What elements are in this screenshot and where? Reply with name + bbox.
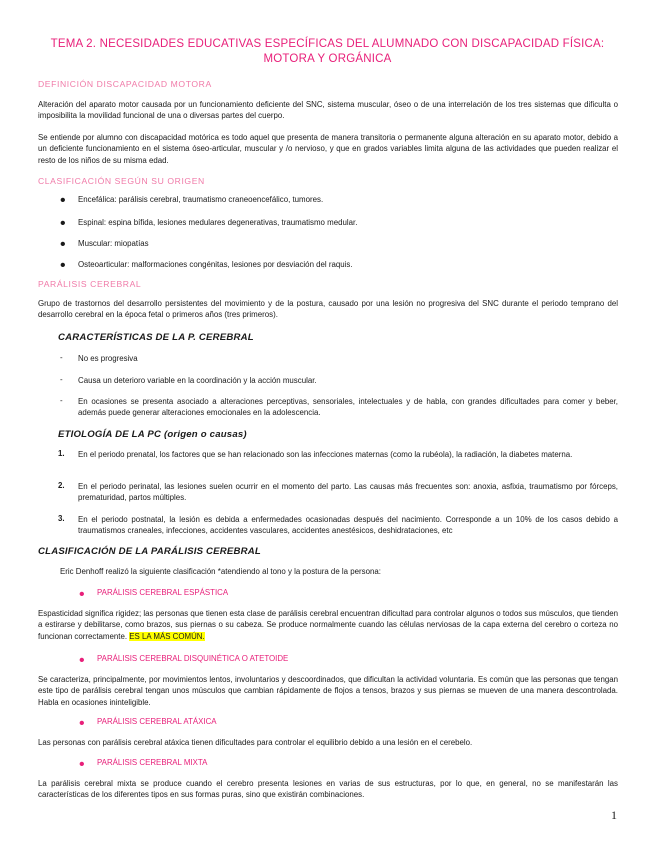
origin-item-espinal: Espinal: espina bífida, lesiones medulares degenerativas, traumatismo medular.: [78, 218, 358, 227]
spastic-paragraph: [38, 608, 618, 642]
bullet-icon: •: [60, 257, 66, 274]
definition-heading: DEFINICIÓN DISCAPACIDAD MOTORA: [38, 79, 212, 89]
bullet-icon: •: [79, 756, 85, 773]
list-number: 3.: [58, 514, 65, 523]
definition-paragraph-1: Alteración del aparato motor causada por un funcionamiento deficiente del SNC, sistema muscular, óseo o de una interrelación de los tres sistemas que dificulta o imposibilita la movilidad funcional de una o diversas partes del cuerpo.: [38, 100, 618, 121]
denhoff-intro: Eric Denhoff realizó la siguiente clasificación *atendiendo al tono y la postura de la persona:: [60, 567, 381, 576]
paralisis-cerebral-heading: PARÁLISIS CEREBRAL: [38, 279, 142, 289]
dash-icon: -: [60, 396, 63, 405]
dash-icon: -: [60, 375, 63, 384]
characteristic-item: Causa un deterioro variable en la coordinación y la acción muscular.: [78, 376, 317, 385]
bullet-icon: •: [79, 715, 85, 732]
etiology-item-prenatal: En el periodo prenatal, los factores que se han relacionado son las infecciones maternas (como la rubéola), la radiación, la diabetes materna.: [78, 450, 573, 459]
origin-item-muscular: Muscular: miopatías: [78, 239, 149, 248]
origin-item-osteoarticular: Osteoarticular: malformaciones congénitas, lesiones por desviación del raquis.: [78, 260, 353, 269]
spastic-text: Espasticidad significa rigidez; las personas que tienen esta clase de parálisis cerebral encuentran dificultad para controlar algunos o todos sus músculos, que tienden a estirarse y debilitarse, como brazos, sus piernas o su cabeza. Se produce normalmente cuando las células nerviosas de la capa externa del cerebro o corteza no funcionan correctamente.: [38, 609, 618, 641]
mixed-paragraph: La parálisis cerebral mixta se produce cuando el cerebro presenta lesiones en varias de sus estructuras, por lo que, en general, no se manifestarán las características de los diferentes tipos en sus formas puras, sino que existirán combinaciones.: [38, 779, 618, 800]
list-number: 2.: [58, 481, 65, 490]
highlight-most-common: ES LA MÁS COMÚN.: [129, 631, 205, 641]
ataxic-label: PARÁLISIS CEREBRAL ATÁXICA: [97, 717, 217, 726]
title-line-2: MOTORA Y ORGÁNICA: [263, 53, 392, 65]
dash-icon: -: [60, 353, 63, 362]
list-number: 1.: [58, 449, 65, 458]
bullet-icon: •: [79, 652, 85, 669]
mixed-label: PARÁLISIS CEREBRAL MIXTA: [97, 758, 208, 767]
bullet-icon: •: [60, 215, 66, 232]
etiology-heading: ETIOLOGÍA DE LA PC (origen o causas): [58, 429, 247, 440]
dyskinetic-label: PARÁLISIS CEREBRAL DISQUINÉTICA O ATETOIDE: [97, 654, 289, 663]
bullet-icon: •: [79, 586, 85, 603]
etiology-item-perinatal: En el periodo perinatal, las lesiones suelen ocurrir en el momento del parto. Las causas más frecuentes son: anoxia, asfixia, traumatismo por fórceps, prematuridad, partos múltiples.: [78, 482, 618, 503]
characteristic-item: En ocasiones se presenta asociado a alteraciones perceptivas, sensoriales, intelectuales y de habla, con grandes dificultades para comer y beber, además puede generar alteraciones emocionales en la adolescencia.: [78, 397, 618, 418]
ataxic-paragraph: Las personas con parálisis cerebral atáxica tienen dificultades para controlar el equilibrio debido a una lesión en el cerebelo.: [38, 738, 473, 747]
characteristics-heading: CARACTERÍSTICAS DE LA P. CEREBRAL: [58, 332, 254, 343]
characteristic-item: No es progresiva: [78, 354, 138, 363]
paralisis-cerebral-paragraph: Grupo de trastornos del desarrollo persistentes del movimiento y de la postura, causado por una lesión no progresiva del SNC durante el periodo temprano del desarrollo cerebral en la época fetal o primeros años (tres primeros).: [38, 299, 618, 320]
origin-item-encefalica: Encefálica: parálisis cerebral, traumatismo craneoencefálico, tumores.: [78, 195, 324, 204]
etiology-item-postnatal: En el periodo postnatal, la lesión es debida a enfermedades ocasionadas después del nacimiento. Corresponde a un 10% de los casos debido a traumatismos craneales, infecciones, accidentes vasculares, accidentes anestésicos, deshidrataciones, etc: [78, 515, 618, 536]
bullet-icon: •: [60, 236, 66, 253]
title-line-1: TEMA 2. NECESIDADES EDUCATIVAS ESPECÍFICAS DEL ALUMNADO CON DISCAPACIDAD FÍSICA:: [50, 38, 605, 50]
bullet-icon: •: [60, 192, 66, 209]
page-number: 1: [611, 808, 617, 822]
spastic-label: PARÁLISIS CEREBRAL ESPÁSTICA: [97, 588, 229, 597]
definition-paragraph-2: Se entiende por alumno con discapacidad motórica es todo aquel que presenta de manera transitoria o permanente alguna alteración en su aparato motor, debido a un deficiente funcionamiento en el sistema óseo-articular, muscular y /o nervioso, y que en grados variables limita alguna de las actividades que pueden realizar el resto de los niños de su misma edad.: [38, 133, 618, 165]
document-title: [30, 37, 625, 67]
classification-origin-heading: CLASIFICACIÓN SEGÚN SU ORIGEN: [38, 176, 205, 186]
classification-pc-heading: CLASIFICACIÓN DE LA PARÁLISIS CEREBRAL: [38, 546, 261, 557]
dyskinetic-paragraph: Se caracteriza, principalmente, por movimientos lentos, involuntarios y descoordinados, que dificultan la actividad voluntaria. Es común que las personas que tengan este tipo de parálisis cerebral tengan unos músculos que cambian rápidamente de flojos a tensos, brazos y sus piernas se mueven de una manera descontrolada. Habla en ocasiones ininteligible.: [38, 675, 618, 707]
